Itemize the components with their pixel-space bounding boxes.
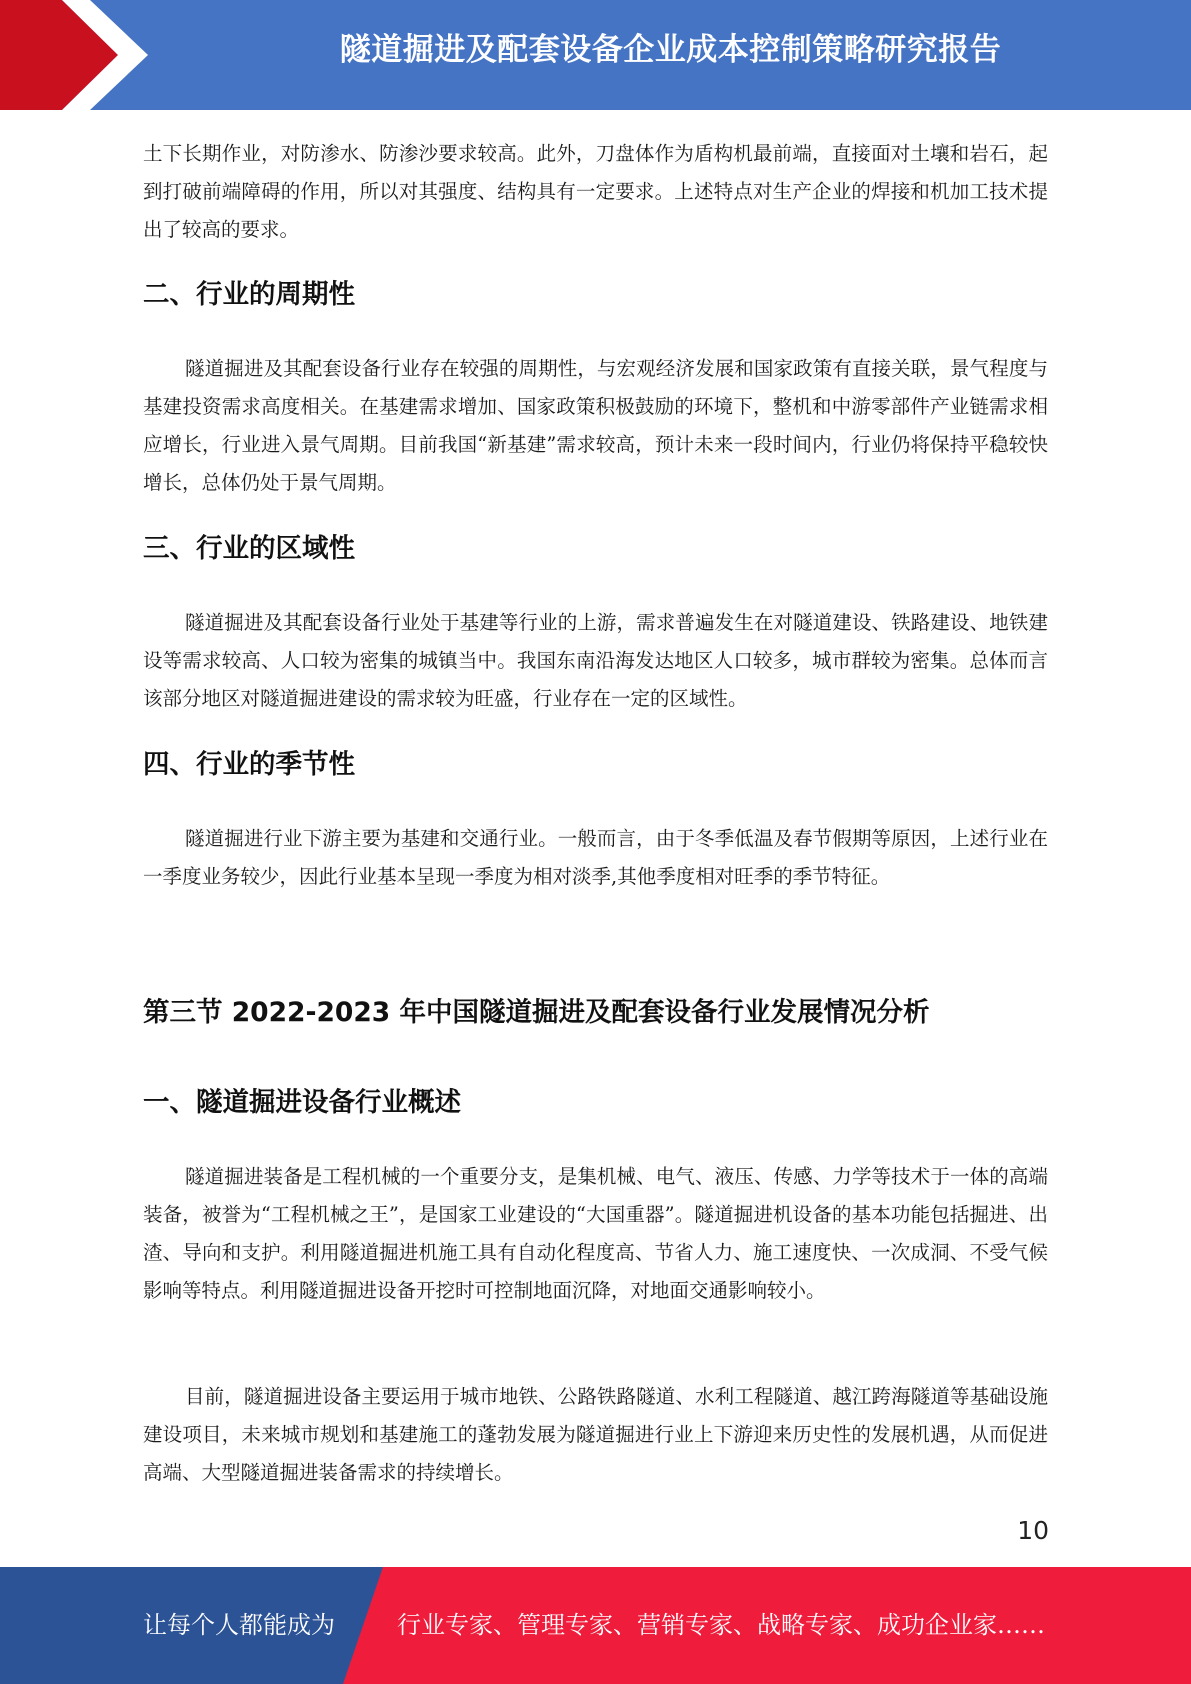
page-header	[0, 0, 1191, 110]
footer-slogan-left: 让每个人都能成为	[143, 1611, 335, 1639]
section-title: 第三节 2022-2023 年中国隧道掘进及配套设备行业发展情况分析	[143, 997, 930, 1028]
paragraph-regional: 隧道掘进及其配套设备行业处于基建等行业的上游，需求普遍发生在对隧道建设、铁路建设、地铁建设等需求较高、人口较为密集的城镇当中。我国东南沿海发达地区人口较多，城市群较为密集。总体而言该部分地区对隧道掘进建设的需求较为旺盛，行业存在一定的区域性。	[143, 611, 1048, 710]
page-footer	[0, 1567, 1191, 1684]
heading-cyclical: 二、行业的周期性	[143, 279, 355, 310]
heading-overview: 一、隧道掘进设备行业概述	[143, 1087, 461, 1118]
header-red-chevron-logo	[0, 0, 160, 110]
heading-seasonal: 四、行业的季节性	[143, 749, 355, 780]
paragraph-overview-2: 目前，隧道掘进设备主要运用于城市地铁、公路铁路隧道、水利工程隧道、越江跨海隧道等基础设施建设项目，未来城市规划和基建施工的蓬勃发展为隧道掘进行业上下游迎来历史性的发展机遇，从而促进高端、大型隧道掘进装备需求的持续增长。	[143, 1385, 1048, 1484]
paragraph-intro: 土下长期作业，对防渗水、防渗沙要求较高。此外，刀盘体作为盾构机最前端，直接面对土壤和岩石，起到打破前端障碍的作用，所以对其强度、结构具有一定要求。上述特点对生产企业的焊接和机加工技术提出了较高的要求。	[143, 142, 1048, 241]
report-title: 隧道掘进及配套设备企业成本控制策略研究报告	[339, 32, 1002, 68]
paragraph-seasonal: 隧道掘进行业下游主要为基建和交通行业。一般而言，由于冬季低温及春节假期等原因，上述行业在一季度业务较少，因此行业基本呈现一季度为相对淡季,其他季度相对旺季的季节特征。	[143, 827, 1048, 888]
footer-slogan-right: 行业专家、管理专家、营销专家、战略专家、成功企业家……	[397, 1611, 1045, 1639]
paragraph-cyclical: 隧道掘进及其配套设备行业存在较强的周期性，与宏观经济发展和国家政策有直接关联，景气程度与基建投资需求高度相关。在基建需求增加、国家政策积极鼓励的环境下，整机和中游零部件产业链需求相应增长，行业进入景气周期。目前我国“新基建”需求较高，预计未来一段时间内，行业仍将保持平稳较快增长，总体仍处于景气周期。	[143, 357, 1048, 494]
page-number: 10	[1017, 1516, 1049, 1545]
heading-regional: 三、行业的区域性	[143, 533, 355, 564]
paragraph-overview-1: 隧道掘进装备是工程机械的一个重要分支，是集机械、电气、液压、传感、力学等技术于一体的高端装备，被誉为“工程机械之王”，是国家工业建设的“大国重器”。隧道掘进机设备的基本功能包括掘进、出渣、导向和支护。利用隧道掘进机施工具有自动化程度高、节省人力、施工速度快、一次成洞、不受气候影响等特点。利用隧道掘进设备开挖时可控制地面沉降，对地面交通影响较小。	[143, 1165, 1048, 1302]
